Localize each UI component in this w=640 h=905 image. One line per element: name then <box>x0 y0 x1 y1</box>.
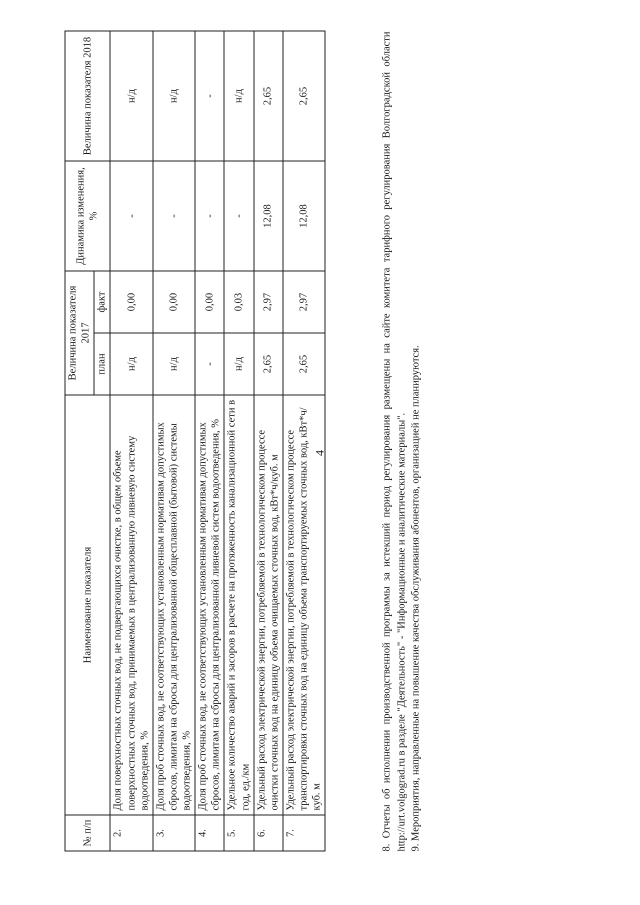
plan-value: 2,65 <box>253 333 282 395</box>
row-number: 7. <box>282 815 324 851</box>
header-no: № п/п <box>65 815 110 851</box>
value-2018: 2,65 <box>253 31 282 161</box>
fact-value: 2,97 <box>282 271 324 333</box>
value-2018: н/д <box>110 31 152 161</box>
row-number: 2. <box>110 815 152 851</box>
dynamics-value: 12,08 <box>282 161 324 271</box>
header-plan: план <box>94 333 110 395</box>
indicator-name: Доля проб сточных вод, не соответствующих установленным нормативам допустимых сбросов, лимитам на сбросы для централизованной общесплавной (бытовой) системы водоотведения, % <box>152 395 194 815</box>
table-row <box>110 31 152 851</box>
header-value-2018: Величина показателя 2018 <box>65 31 110 161</box>
fact-value: 0,03 <box>224 271 253 333</box>
row-number: 5. <box>224 815 253 851</box>
fact-value: 2,97 <box>253 271 282 333</box>
notes-section <box>380 31 424 851</box>
table-header-row <box>65 31 94 851</box>
plan-value: н/д <box>110 333 152 395</box>
table-row <box>224 31 253 851</box>
value-2018: 2,65 <box>282 31 324 161</box>
plan-value: - <box>195 333 224 395</box>
note-measures: 9. Мероприятия, направленные на повышение качества обслуживания абонентов, организацией не планируются. <box>410 344 422 851</box>
dynamics-value: 12,08 <box>253 161 282 271</box>
indicator-name: Доля поверхностных сточных вод, не подвергающихся очистке, в общем объеме поверхностных сточных вод, принимаемых в централизованную ливневую систему водоотведения, % <box>110 395 152 815</box>
note-reports: 8. Отчеты об исполнении производственной программы за истекший период регулирования размещены на сайте комитета тарифного регулирования Волгоградской области http://urt.volgograd.ru в разделе "Деятельность" - "Информационные и аналитические материалы". <box>381 31 407 851</box>
value-2018: н/д <box>224 31 253 161</box>
plan-value: 2,65 <box>282 333 324 395</box>
row-number: 3. <box>152 815 194 851</box>
dynamics-value: - <box>152 161 194 271</box>
indicators-table <box>64 30 325 851</box>
table-row <box>253 31 282 851</box>
indicator-name: Доля проб сточных вод, не соответствующих установленным нормативам допустимых сбросов, лимитам на сбросы для централизованной ливневой систем водоотведения, % <box>195 395 224 815</box>
value-2018: - <box>195 31 224 161</box>
fact-value: 0,00 <box>110 271 152 333</box>
fact-value: 0,00 <box>195 271 224 333</box>
plan-value: н/д <box>152 333 194 395</box>
indicator-name: Удельный расход электрической энергии, потребляемой в технологическом процессе очистки сточных вод на единицу объема очищаемых сточных вод, кВт*ч/куб. м <box>253 395 282 815</box>
header-value-2017: Величина показателя 2017 <box>65 271 94 395</box>
fact-value: 0,00 <box>152 271 194 333</box>
page-number: 4 <box>312 449 326 456</box>
dynamics-value: - <box>224 161 253 271</box>
indicator-name: Удельное количество аварий и засоров в расчете на протяженность канализационной сети в год, ед./км <box>224 395 253 815</box>
value-2018: н/д <box>152 31 194 161</box>
row-number: 4. <box>195 815 224 851</box>
indicator-name: Удельный расход электрической энергии, потребляемой в технологическом процессе транспортировки сточных вод на единицу объема транспортируемых сточных вод, кВт*ч/куб. м <box>282 395 324 815</box>
row-number: 6. <box>253 815 282 851</box>
plan-value: н/д <box>224 333 253 395</box>
table-row <box>282 31 324 851</box>
table-row <box>152 31 194 851</box>
header-dynamics: Динамика изменения, % <box>65 161 110 271</box>
header-fact: факт <box>94 271 110 333</box>
dynamics-value: - <box>110 161 152 271</box>
header-name: Наименование показателя <box>65 395 110 815</box>
table-row <box>195 31 224 851</box>
dynamics-value: - <box>195 161 224 271</box>
